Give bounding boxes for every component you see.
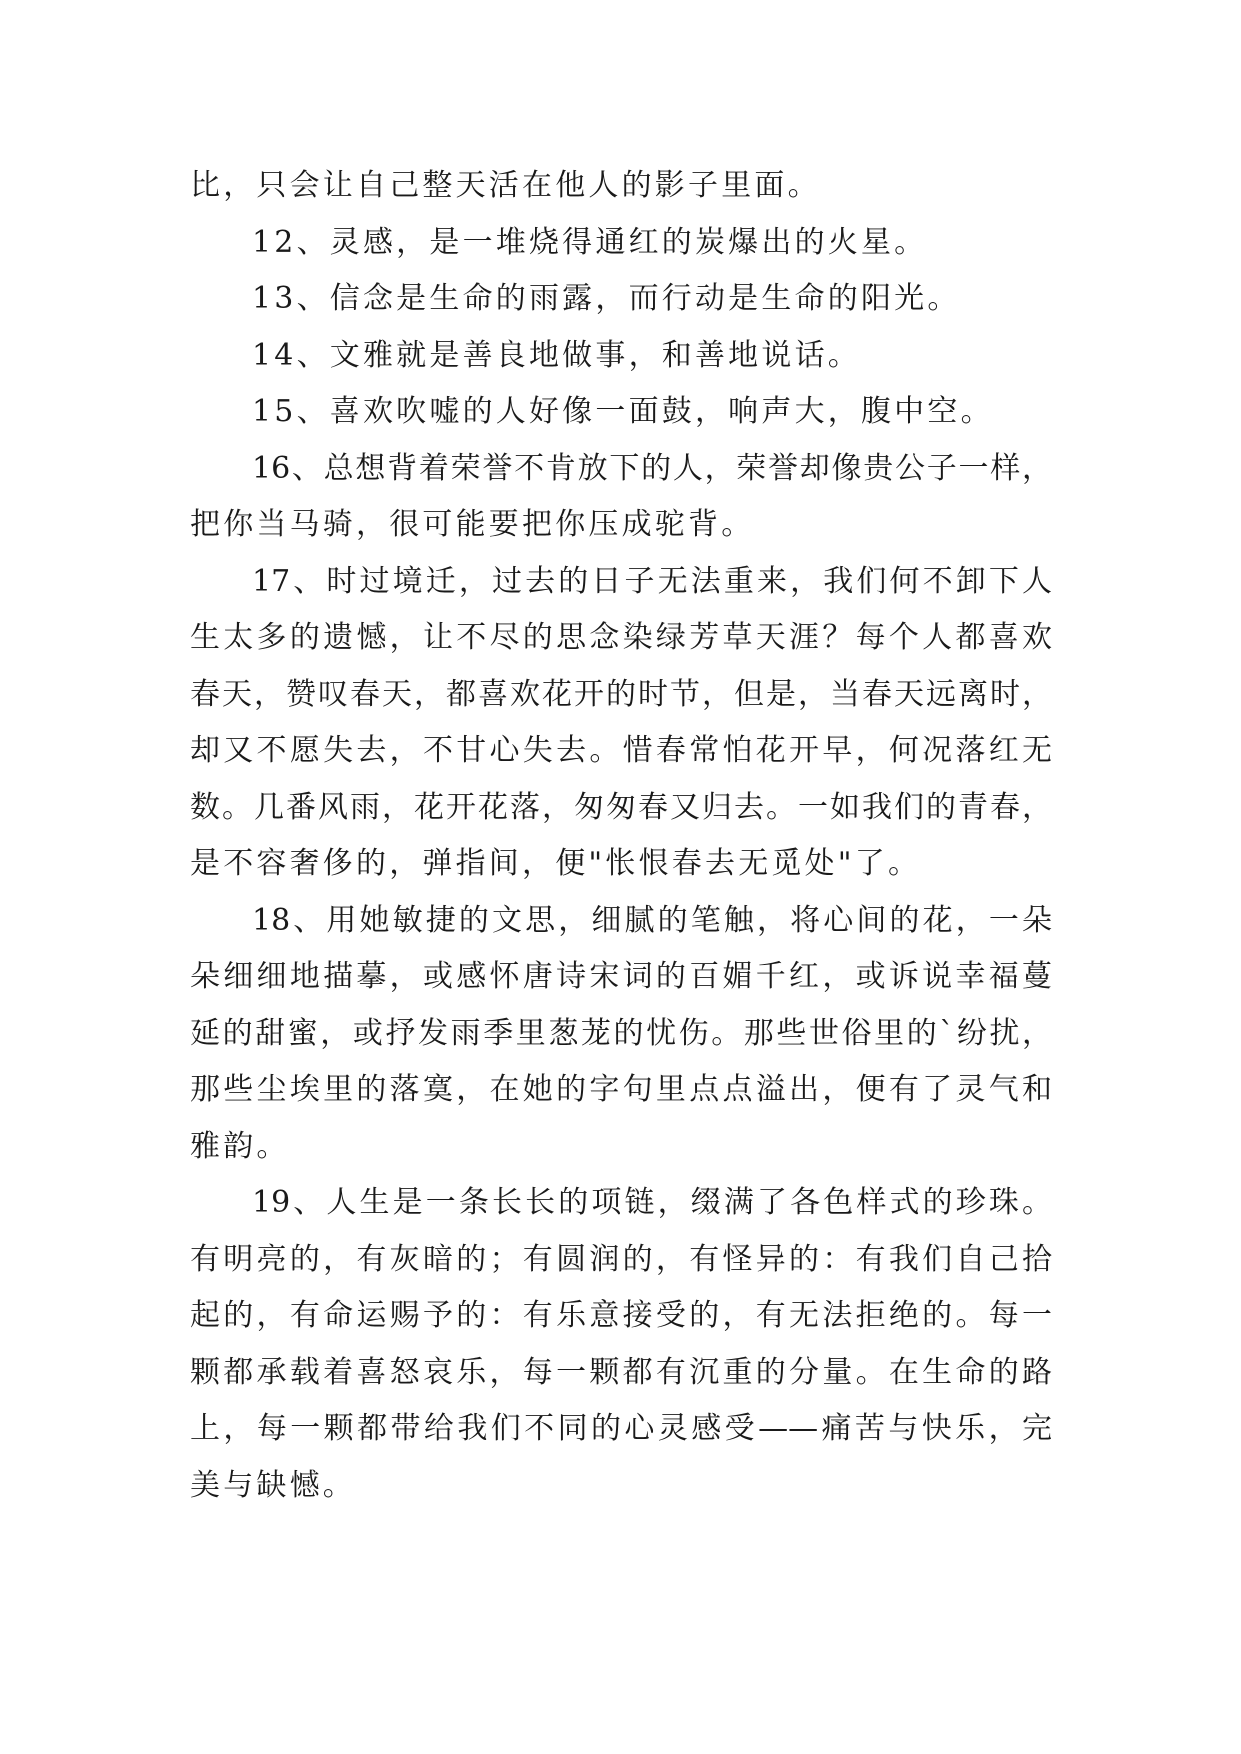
text-line: 是不容奢侈的，弹指间，便"怅恨春去无觅处"了。 xyxy=(190,846,922,881)
text-line: 18、用她敏捷的文思，细腻的笔触，将心间的花，一朵 xyxy=(252,902,1052,938)
text-line: 雅韵。 xyxy=(190,1128,290,1164)
text-line: 13、信念是生命的雨露，而行动是生命的阳光。 xyxy=(252,281,961,316)
text-line: 颗都承载着喜怒哀乐，每一颗都有沉重的分量。在生命的路 xyxy=(190,1354,1052,1390)
text-line: 美与缺憾。 xyxy=(190,1467,356,1503)
text-line: 起的，有命运赐予的：有乐意接受的，有无法拒绝的。每一 xyxy=(190,1298,1052,1333)
text-line: 有明亮的，有灰暗的；有圆润的，有怪异的：有我们自己拾 xyxy=(190,1241,1052,1277)
text-line: 把你当马骑，很可能要把你压成驼背。 xyxy=(190,507,755,542)
text-line: 上，每一颗都带给我们不同的心灵感受——痛苦与快乐，完 xyxy=(190,1411,1052,1446)
text-line: 生太多的遗憾，让不尽的思念染绿芳草天涯？每个人都喜欢 xyxy=(190,620,1052,655)
text-line: 却又不愿失去，不甘心失去。惜春常怕花开早，何况落红无 xyxy=(190,733,1052,768)
text-line: 16、总想背着荣誉不肯放下的人，荣誉却像贵公子一样， xyxy=(252,450,1052,486)
text-line: 比，只会让自己整天活在他人的影子里面。 xyxy=(190,168,821,203)
document-body xyxy=(190,158,1052,1514)
text-line: 15、喜欢吹嘘的人好像一面鼓，响声大，腹中空。 xyxy=(252,394,994,429)
text-line: 数。几番风雨，花开花落，匆匆春又归去。一如我们的青春， xyxy=(190,789,1052,825)
text-line: 19、人生是一条长长的项链，缀满了各色样式的珍珠。 xyxy=(252,1185,1052,1220)
text-line: 朵细细地描摹，或感怀唐诗宋词的百媚千红，或诉说幸福蔓 xyxy=(190,959,1052,994)
text-line: 那些尘埃里的落寞，在她的字句里点点溢出，便有了灵气和 xyxy=(190,1072,1052,1107)
text-line: 延的甜蜜，或抒发雨季里葱茏的忧伤。那些世俗里的`纷扰， xyxy=(190,1015,1052,1051)
text-line: 12、灵感，是一堆烧得通红的炭爆出的火星。 xyxy=(252,224,928,260)
text-line: 春天，赞叹春天，都喜欢花开的时节，但是，当春天远离时， xyxy=(190,676,1052,712)
text-line: 14、文雅就是善良地做事，和善地说话。 xyxy=(252,337,861,373)
text-line: 17、时过境迁，过去的日子无法重来，我们何不卸下人 xyxy=(252,563,1052,599)
